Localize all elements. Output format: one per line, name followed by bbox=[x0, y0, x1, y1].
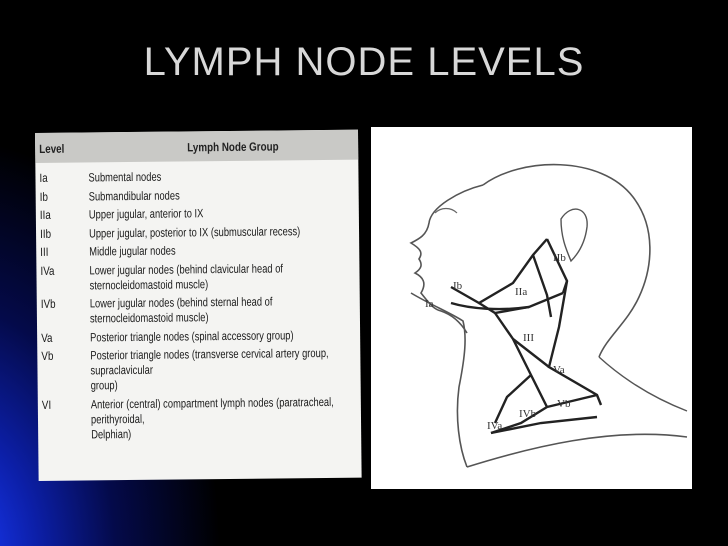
row-group: Submandibular nodes bbox=[88, 187, 180, 203]
table-row bbox=[35, 168, 358, 186]
label-Va: Va bbox=[553, 364, 565, 376]
row-group: Anterior (central) compartment lymph nodes (paratracheal, perithyroidal, Delphian) bbox=[90, 394, 334, 441]
table-header bbox=[35, 130, 358, 163]
label-Ib: Ib bbox=[453, 280, 463, 292]
table-row bbox=[36, 260, 359, 293]
row-level: Ib bbox=[39, 189, 48, 204]
slide-title: LYMPH NODE LEVELS bbox=[143, 40, 585, 84]
row-level: Vb bbox=[41, 348, 54, 363]
head-outline bbox=[483, 165, 650, 357]
label-IIa: IIa bbox=[515, 286, 528, 298]
neck-diagram-svg bbox=[371, 127, 692, 489]
label-Ia: Ia bbox=[425, 298, 434, 310]
label-IIb: IIb bbox=[553, 252, 566, 264]
face-profile bbox=[411, 185, 483, 333]
table-row bbox=[37, 327, 360, 345]
table-row bbox=[37, 346, 360, 394]
row-level: IIb bbox=[39, 226, 52, 241]
label-Vb: Vb bbox=[557, 398, 571, 410]
neck-back-outline bbox=[599, 357, 687, 411]
row-group: Upper jugular, anterior to IX bbox=[88, 206, 204, 222]
eye bbox=[435, 209, 457, 214]
throat-outline bbox=[411, 293, 467, 467]
shoulder-outline bbox=[467, 434, 687, 467]
row-group: Upper jugular, posterior to IX (submuscular recess) bbox=[88, 223, 301, 240]
row-level: IIa bbox=[39, 207, 51, 222]
table-row bbox=[36, 205, 359, 223]
row-level: Ia bbox=[39, 170, 48, 185]
row-group: Lower jugular nodes (behind sternal head of sternocleidomastoid muscle) bbox=[89, 294, 273, 326]
table-row bbox=[38, 394, 361, 442]
lymph-node-table bbox=[35, 130, 362, 481]
row-group: Submental nodes bbox=[88, 169, 162, 185]
label-IVa: IVa bbox=[487, 420, 503, 432]
row-group: Posterior triangle nodes (transverse cervical artery group, supraclavicular group) bbox=[90, 345, 329, 393]
header-group: Lymph Node Group bbox=[187, 139, 279, 155]
table-row bbox=[36, 186, 359, 204]
table-rows bbox=[35, 168, 361, 446]
row-group: Lower jugular nodes (behind clavicular head of sternocleidomastoid muscle) bbox=[89, 260, 284, 292]
row-group: Middle jugular nodes bbox=[89, 243, 176, 259]
row-level: Va bbox=[41, 330, 53, 345]
label-III: III bbox=[523, 332, 534, 344]
label-IVb: IVb bbox=[519, 408, 537, 420]
row-level: IVa bbox=[40, 263, 55, 278]
neck-diagram bbox=[371, 127, 692, 489]
row-group: Posterior triangle nodes (spinal accessory group) bbox=[90, 327, 294, 344]
row-level: IVb bbox=[40, 296, 56, 311]
header-level: Level bbox=[39, 141, 65, 156]
row-level: VI bbox=[41, 397, 52, 412]
table-row bbox=[37, 294, 360, 327]
table-row bbox=[36, 223, 359, 241]
table-row bbox=[36, 242, 359, 260]
row-level: III bbox=[40, 244, 49, 259]
